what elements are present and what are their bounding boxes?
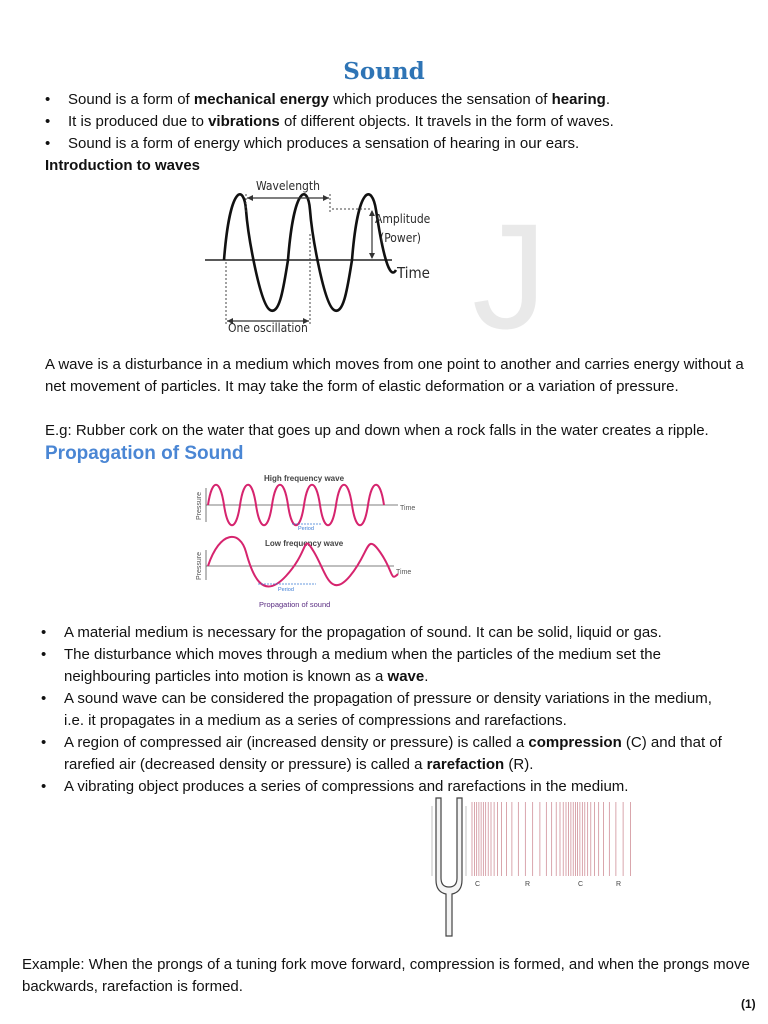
propagation-bullet-list	[64, 622, 724, 798]
page-number: (1)	[741, 997, 756, 1011]
fork-example: Example: When the prongs of a tuning fork move forward, compression is formed, and when the prongs move backwards, rarefaction is formed.	[22, 956, 750, 995]
oscillation-label: One oscillation	[228, 321, 308, 335]
propagation-diagram	[190, 470, 422, 610]
propagation-bullet: • A sound wave can be considered the propagation of pressure or density variations in the medium, i.e. it propagates in a medium as a series of compressions and rarefactions.	[64, 688, 724, 732]
fork-label-rarefaction: R	[525, 881, 531, 888]
low-frequency-title: Low frequency wave	[265, 539, 344, 548]
tuning-fork-diagram	[428, 796, 638, 938]
intro-bullet: • Sound is a form of energy which produces a sensation of hearing in our ears.	[68, 133, 758, 155]
sine-wave	[224, 194, 396, 310]
power-label: (Power)	[380, 231, 422, 245]
compression-rarefaction-lines	[472, 802, 630, 876]
high-frequency-title: High frequency wave	[264, 474, 345, 483]
propagation-bullet: • A vibrating object produces a series of compressions and rarefactions in the medium.	[64, 776, 724, 798]
propagation-caption: Propagation of sound	[259, 600, 331, 609]
intro-bullet: • Sound is a form of mechanical energy which produces the sensation of hearing.	[68, 89, 758, 111]
time-label: Time	[397, 264, 430, 282]
page-title: Sound	[343, 58, 425, 85]
wavelength-label: Wavelength	[256, 179, 320, 193]
wave-diagram	[200, 174, 440, 340]
intro-heading: Introduction to waves	[45, 157, 201, 174]
propagation-bullet: • A region of compressed air (increased density or pressure) is called a compression (C) and that of rarefied air (decreased density or pressure) is called a rarefaction (R).	[64, 732, 724, 776]
period-label-high: Period	[298, 526, 314, 532]
fork-label-compression: C	[578, 881, 584, 888]
fork-label-compression: C	[475, 881, 481, 888]
period-label-low: Period	[278, 587, 294, 593]
intro-bullet-list	[68, 89, 758, 155]
time-label-low: Time	[396, 569, 412, 576]
pressure-label-low: Pressure	[196, 551, 203, 580]
propagation-bullet: • A material medium is necessary for the propagation of sound. It can be solid, liquid or gas.	[64, 622, 724, 644]
intro-bullet: • It is produced due to vibrations of different objects. It travels in the form of waves.	[68, 111, 758, 133]
tuning-fork-icon	[436, 798, 462, 936]
pressure-label-high: Pressure	[196, 491, 203, 520]
wave-example: E.g: Rubber cork on the water that goes up and down when a rock falls in the water creates a ripple.	[45, 422, 709, 439]
propagation-heading: Propagation of Sound	[45, 443, 244, 464]
propagation-bullet: • The disturbance which moves through a medium when the particles of the medium set the neighbouring particles into motion is known as a wave.	[64, 644, 724, 688]
watermark-letter: J	[472, 192, 547, 360]
fork-label-rarefaction: R	[616, 881, 622, 888]
wave-definition: A wave is a disturbance in a medium which moves from one point to another and carries energy without a net movement of particles. It may take the form of elastic deformation or a variation of pressure.	[45, 356, 744, 395]
amplitude-label: Amplitude	[375, 212, 431, 226]
time-label-high: Time	[400, 505, 416, 512]
